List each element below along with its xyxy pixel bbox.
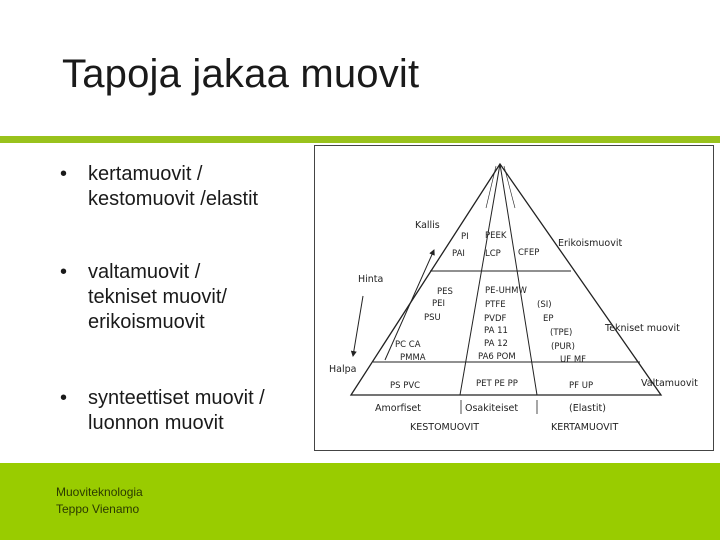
bullet-item [60, 162, 258, 212]
polymer-label: PVDF [484, 314, 507, 324]
polymer-label: PEI [432, 299, 446, 309]
polymer-label: (PUR) [551, 342, 575, 352]
polymer-label: PSU [424, 313, 441, 323]
label-kallis: Kallis [415, 220, 440, 231]
bullet-line: kestomuovit /elastit [88, 188, 259, 210]
bullet-line: kertamuovit / [88, 163, 203, 185]
polymer-label: (TPE) [550, 328, 573, 338]
label-hinta: Hinta [358, 274, 384, 285]
bullet-line: synteettiset muovit / [88, 387, 265, 409]
bullet-dot: • [60, 387, 68, 409]
polymer-label: PES [437, 287, 453, 297]
footer-bar [0, 463, 720, 540]
bullet-line: tekniset muovit/ [88, 286, 227, 308]
polymer-label: PS PVC [390, 381, 421, 391]
polymer-label: PE-UHMW [485, 286, 527, 296]
label-tekniset-muovit: Tekniset muovit [605, 323, 680, 334]
polymer-label: PC CA [395, 340, 421, 350]
polymer-label: LCP [485, 249, 501, 259]
title-divider [0, 136, 720, 143]
polymer-label: PI [461, 232, 469, 242]
group-kestomuovit: KESTOMUOVIT [410, 422, 480, 433]
slide-title: Tapoja jakaa muovit [62, 52, 420, 96]
polymer-label: CFEP [518, 248, 540, 258]
bullet-dot: • [60, 261, 68, 283]
class-elastit: (Elastit) [569, 403, 606, 414]
label-valtamuovit: Valtamuovit [641, 378, 698, 389]
label-erikoismuovit: Erikoismuovit [558, 238, 623, 249]
polymer-label: PF UP [569, 381, 594, 391]
bullet-line: valtamuovit / [88, 261, 201, 283]
polymer-label: PA 12 [484, 339, 508, 349]
polymer-label: PA6 POM [478, 352, 516, 362]
bullet-line: erikoismuovit [88, 311, 205, 333]
polymer-label: PEEK [485, 231, 507, 241]
polymer-label: EP [543, 314, 554, 324]
class-amorfiset: Amorfiset [375, 403, 421, 414]
group-kertamuovit: KERTAMUOVIT [551, 422, 619, 433]
polymer-label: PA 11 [484, 326, 508, 336]
bullet-item [60, 386, 265, 436]
bullet-line: luonnon muovit [88, 412, 224, 434]
polymer-label: PTFE [485, 300, 506, 310]
polymer-label: (SI) [537, 300, 552, 310]
bullet-item [60, 260, 227, 335]
footer-text [56, 484, 143, 518]
footer-author: Teppo Vienamo [56, 502, 140, 516]
plastics-pyramid-figure [314, 145, 714, 451]
polymer-label: PET PE PP [476, 379, 518, 389]
pyramid-diagram [315, 146, 715, 452]
bullet-dot: • [60, 163, 68, 185]
footer-course: Muoviteknologia [56, 485, 143, 499]
polymer-label: UF MF [560, 355, 587, 365]
polymer-label: PMMA [400, 353, 426, 363]
class-osakiteiset: Osakiteiset [465, 403, 519, 414]
polymer-label: PAI [452, 249, 465, 259]
label-halpa: Halpa [329, 364, 357, 375]
price-arrow-down [353, 296, 363, 356]
pyramid-hatch-line [486, 166, 496, 208]
